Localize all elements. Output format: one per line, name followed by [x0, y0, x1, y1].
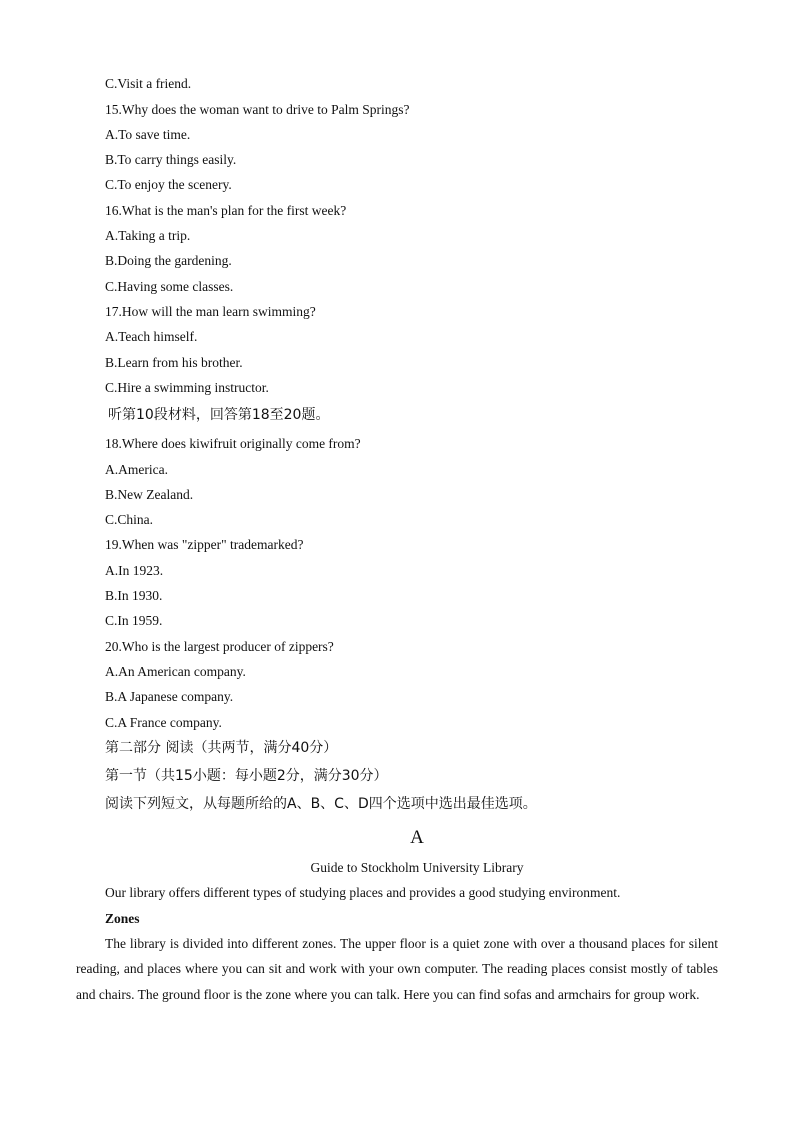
question-20: 20.Who is the largest producer of zippers?	[105, 639, 334, 654]
passage-intro: Our library offers different types of studying places and provides a good studying environment.	[105, 885, 621, 900]
passage-letter: A	[410, 827, 424, 848]
option-19c: C.In 1959.	[105, 613, 163, 628]
option-19a: A.In 1923.	[105, 563, 164, 578]
question-16: 16.What is the man's plan for the first week?	[105, 203, 347, 218]
option-16c: C.Having some classes.	[105, 279, 234, 294]
listening-instruction: 听第10段材料，回答第18至20题。	[108, 407, 330, 423]
option-15c: C.To enjoy the scenery.	[105, 177, 232, 192]
question-15: 15.Why does the woman want to drive to Palm Springs?	[105, 102, 410, 117]
option-18c: C.China.	[105, 512, 154, 527]
option-17a: A.Teach himself.	[105, 329, 198, 344]
passage-title: Guide to Stockholm University Library	[310, 860, 524, 875]
option-15b: B.To carry things easily.	[105, 152, 237, 167]
option-19b: B.In 1930.	[105, 588, 163, 603]
option-16a: A.Taking a trip.	[105, 228, 191, 243]
question-19: 19.When was "zipper" trademarked?	[105, 537, 304, 552]
option-18a: A.America.	[105, 462, 168, 477]
option-18b: B.New Zealand.	[105, 487, 194, 502]
option-16b: B.Doing the gardening.	[105, 253, 232, 268]
zones-paragraph: The library is divided into different zones. The upper floor is a quiet zone with over a thousand places for silent reading, and places where you can sit and work with your own computer. The reading places consist mostly of tables and chairs. The ground floor is the zone where you can talk. Here you can find sofas and armchairs for group work.	[76, 936, 718, 1002]
option-20b: B.A Japanese company.	[105, 689, 234, 704]
option-20c: C.A France company.	[105, 715, 222, 730]
option-17c: C.Hire a swimming instructor.	[105, 380, 269, 395]
option-20a: A.An American company.	[105, 664, 246, 679]
option-17b: B.Learn from his brother.	[105, 355, 243, 370]
section-one-heading: 第一节（共15小题：每小题2分，满分30分）	[105, 768, 388, 784]
section-heading-zones: Zones	[105, 911, 140, 926]
part-two-heading: 第二部分 阅读（共两节，满分40分）	[105, 740, 338, 756]
reading-instruction: 阅读下列短文，从每题所给的A、B、C、D四个选项中选出最佳选项。	[105, 796, 537, 812]
question-17: 17.How will the man learn swimming?	[105, 304, 316, 319]
option-15a: A.To save time.	[105, 127, 191, 142]
question-18: 18.Where does kiwifruit originally come from?	[105, 436, 361, 451]
option-14c: C.Visit a friend.	[105, 76, 192, 91]
